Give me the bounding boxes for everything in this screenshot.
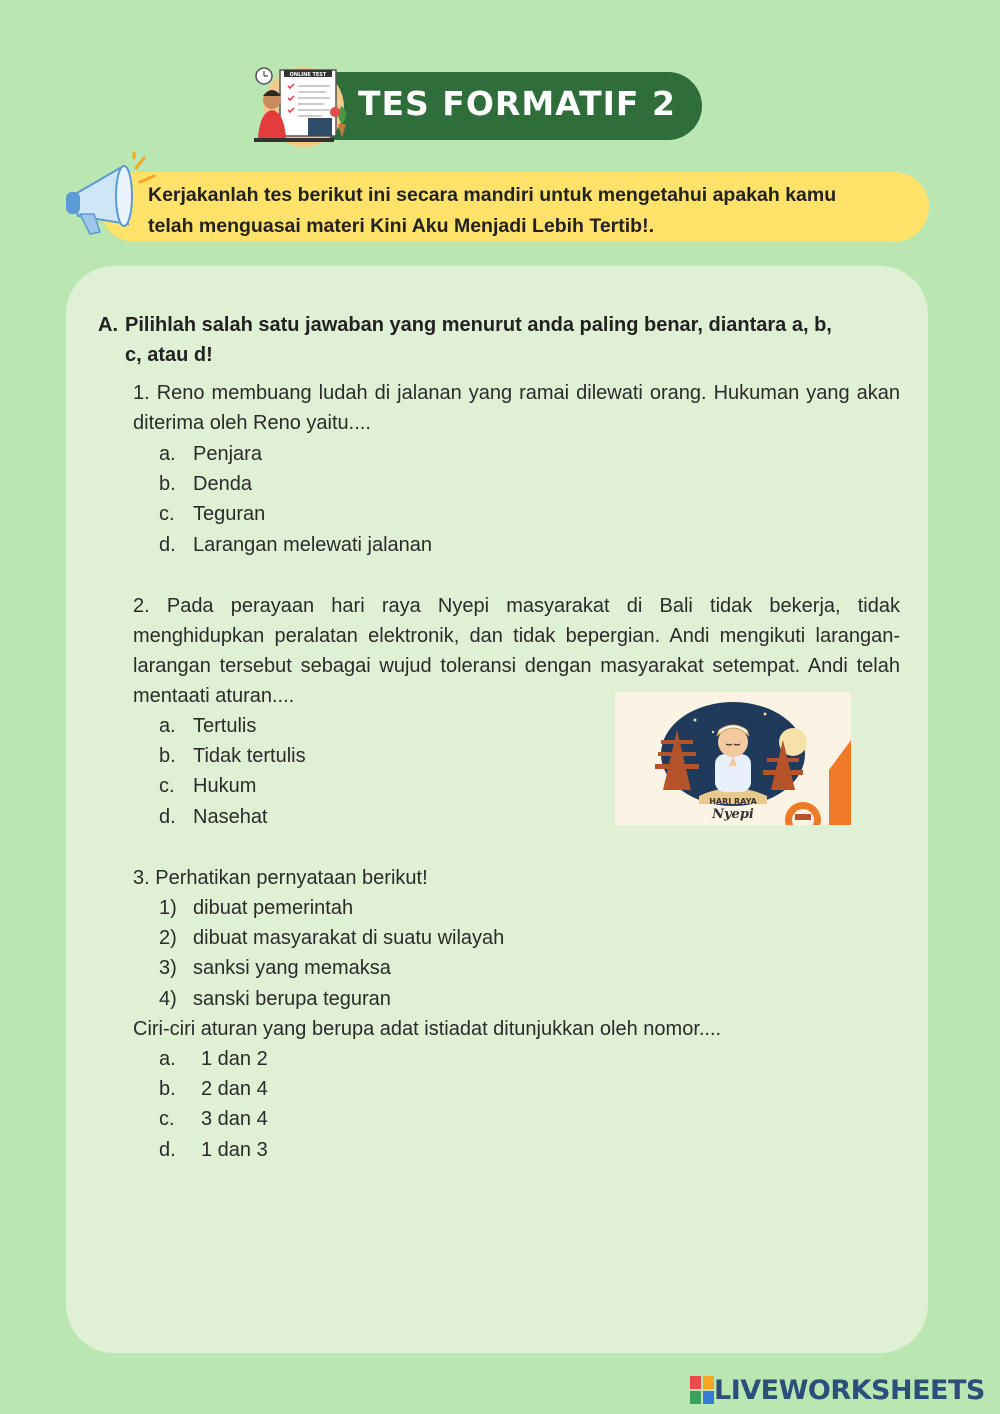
liveworksheets-logo-icon (690, 1376, 714, 1404)
page-title: TES FORMATIF 2 (358, 84, 676, 123)
option-2d[interactable]: d. Nasehat (159, 805, 268, 828)
option-2c[interactable]: c. Hukum (159, 775, 257, 798)
option-3a[interactable]: a. 1 dan 2 (159, 1048, 268, 1070)
question-3-statements (159, 893, 504, 1014)
statement-2: 2) dibuat masyarakat di suatu wilayah (159, 927, 505, 950)
instruction-line-1: Kerjakanlah tes berikut ini secara mandiri untuk mengetahui apakah kamu (148, 184, 837, 206)
instruction-line-2: telah menguasai materi Kini Aku Menjadi Lebih Tertib!. (148, 215, 655, 237)
question-3-prompt: Ciri-ciri aturan yang berupa adat istiadat ditunjukkan oleh nomor.... (133, 1018, 722, 1040)
section-instruction (98, 310, 900, 370)
nyepi-illustration (615, 692, 851, 825)
statement-4: 4) sanski berupa teguran (159, 987, 391, 1010)
option-1c[interactable]: c. Teguran (159, 503, 266, 526)
nyepi-caption-line-1: HARI RAYA (709, 797, 757, 806)
question-2-options (159, 711, 306, 832)
nyepi-caption-line-2: Nyepi (712, 807, 754, 822)
question-2-text: 2. Pada perayaan hari raya Nyepi masyarakat di Bali tidak bekerja, tidak menghidupkan peralatan elektronik, dan tidak bepergian. Andi mengikuti larangan-larangan tersebut sebagai wujud toleransi dengan masyarakat setempat. Andi telah mentaati aturan.... (133, 595, 900, 707)
question-3-options (159, 1044, 268, 1165)
question-3-text: 3. Perhatikan pernyataan berikut! (133, 867, 428, 889)
question-1-options (159, 439, 432, 560)
option-3c[interactable]: c. 3 dan 4 (159, 1108, 268, 1131)
option-2b[interactable]: b. Tidak tertulis (159, 745, 306, 768)
option-1b[interactable]: b. Denda (159, 473, 252, 496)
statement-3: 3) sanksi yang memaksa (159, 957, 391, 980)
option-1a[interactable]: a. Penjara (159, 443, 262, 465)
section-label: A. (98, 314, 118, 336)
instruction-text (148, 180, 928, 242)
liveworksheets-watermark[interactable] (690, 1372, 985, 1408)
option-2a[interactable]: a. Tertulis (159, 715, 257, 737)
option-1d[interactable]: d. Larangan melewati jalanan (159, 533, 433, 556)
section-instruction-line-1: Pilihlah salah satu jawaban yang menurut anda paling benar, diantara a, b, (125, 314, 832, 336)
statement-1: 1) dibuat pemerintah (159, 897, 354, 919)
illustration-caption: ONLINE TEST (289, 72, 327, 78)
watermark-text: LIVEWORKSHEETS (714, 1374, 985, 1406)
online-test-illustration-icon (250, 66, 360, 148)
question-1-text: 1. Reno membuang ludah di jalanan yang ramai dilewati orang. Hukuman yang akan diterima oleh Reno yaitu.... (133, 382, 900, 434)
section-instruction-line-2: c, atau d! (125, 344, 213, 366)
option-3d[interactable]: d. 1 dan 3 (159, 1138, 268, 1161)
option-3b[interactable]: b. 2 dan 4 (159, 1078, 268, 1101)
